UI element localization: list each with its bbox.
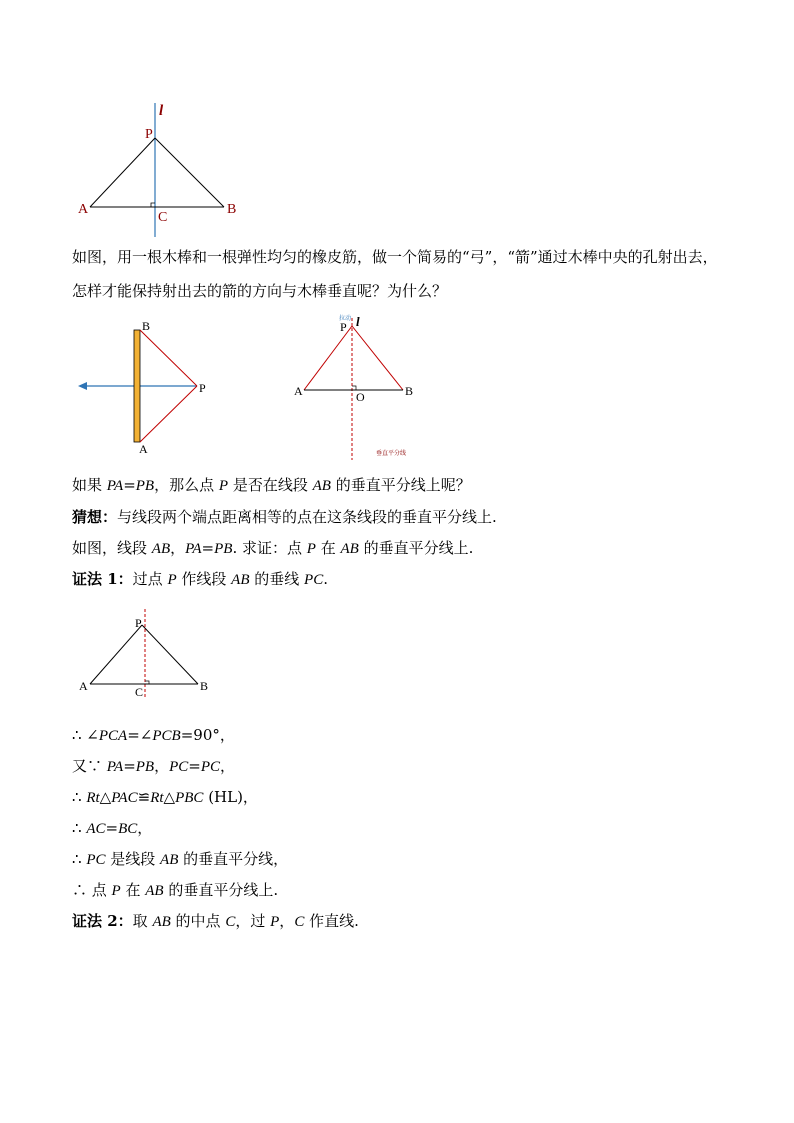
label-b: B xyxy=(227,202,237,217)
segment-pb xyxy=(142,625,198,684)
guess-text: 与线段两个端点距离相等的点在这条线段的垂直平分线上. xyxy=(117,508,497,526)
segment-pb xyxy=(352,326,403,390)
segment-pa xyxy=(90,138,155,207)
label-p: P xyxy=(199,381,206,395)
question-line: 如果 PA=PB，那么点 P 是否在线段 AB 的垂直平分线上呢？ xyxy=(72,476,471,494)
label-b: B xyxy=(200,679,209,693)
proof2-label: 证法 2： xyxy=(72,912,133,930)
proof1-line: 证法 1：过点 P 作线段 AB 的垂线 PC. xyxy=(72,570,328,588)
rubber-band-lower xyxy=(140,386,197,442)
intro-text: 如图，用一根木棒和一根弹性均匀的橡皮筋，做一个简易的“弓”，“箭”通过木棒中央的孔射出去，怎样才能保持射出去的箭的方向与木棒垂直呢？为什么？ xyxy=(72,248,718,300)
rubber-band-upper xyxy=(140,330,197,386)
label-l: l xyxy=(159,103,164,119)
segment-pb xyxy=(155,138,224,207)
arrow-head-icon xyxy=(78,382,87,390)
label-c: C xyxy=(158,210,168,225)
given-line: 如图，线段 AB，PA=PB. 求证：点 P 在 AB 的垂直平分线上. xyxy=(72,539,474,557)
label-a: A xyxy=(139,442,148,456)
figure-perpendicular-bisector xyxy=(288,310,428,465)
label-a: A xyxy=(79,679,88,693)
label-b: B xyxy=(142,319,151,333)
guess-line xyxy=(72,507,497,527)
label-p: P xyxy=(145,127,153,142)
label-p: P xyxy=(135,616,142,630)
wooden-stick xyxy=(134,330,140,442)
label-caption: 垂直平分线 xyxy=(376,451,407,457)
label-l: l xyxy=(356,314,360,329)
guess-label: 猜想： xyxy=(72,508,118,526)
proof1-label: 证法 1： xyxy=(72,570,133,588)
label-c: C xyxy=(135,685,144,699)
label-a: A xyxy=(294,384,303,398)
right-angle-mark xyxy=(151,203,155,207)
figure-triangle-perpendicular xyxy=(70,95,260,245)
proof2-line: 证法 2：取 AB 的中点 C，过 P，C 作直线. xyxy=(72,912,359,930)
segment-pa xyxy=(304,326,352,390)
label-pull: 拉动 xyxy=(339,316,352,322)
step-2: 又∵ PA=PB，PC=PC， xyxy=(72,757,236,775)
label-b: B xyxy=(405,384,414,398)
segment-pa xyxy=(90,625,142,684)
label-a: A xyxy=(78,202,89,217)
label-o: O xyxy=(356,390,365,404)
step-1: ∴ ∠PCA=∠PCB=90°， xyxy=(72,726,235,744)
step-4: ∴ AC=BC， xyxy=(72,819,153,837)
label-p: P xyxy=(340,320,347,334)
step-3: ∴ Rt△PAC≌Rt△PBC (HL)， xyxy=(72,788,258,806)
step-6: ∴ 点 P 在 AB 的垂直平分线上. xyxy=(72,881,279,899)
step-5: ∴ PC 是线段 AB 的垂直平分线， xyxy=(72,850,289,868)
figure-bow-arrow xyxy=(75,318,225,460)
figure-proof1-triangle xyxy=(74,605,219,700)
intro-paragraph xyxy=(72,240,722,308)
